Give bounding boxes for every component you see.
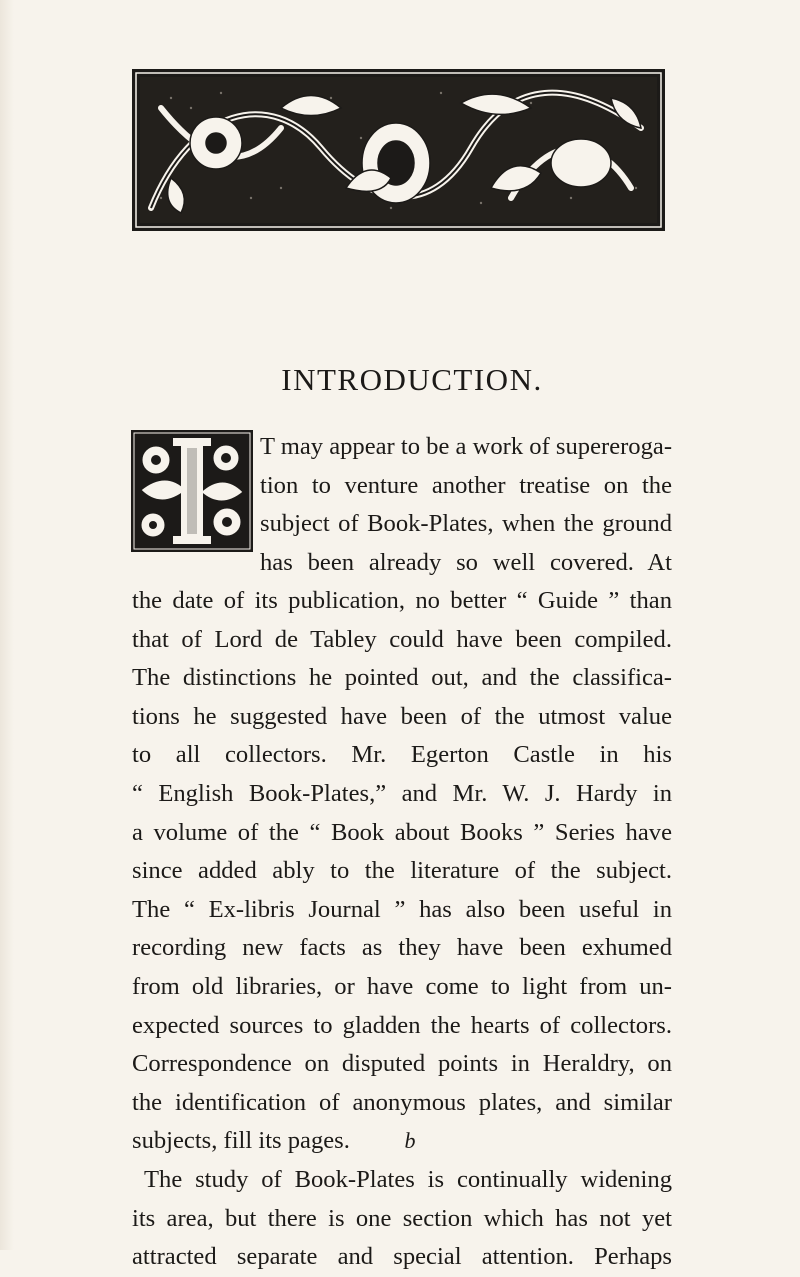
page-title: INTRODUCTION. (281, 362, 543, 397)
text-line: the identification of anonymous plates, and similar (132, 1088, 672, 1116)
text-line: tion to venture another treatise on the (260, 471, 672, 499)
text-line: that of Lord de Tabley could have been compiled. (132, 625, 672, 653)
text-line: has been already so well covered. At (260, 548, 672, 576)
text-line: expected sources to gladden the hearts of collectors. (132, 1011, 672, 1039)
text-line: since added ably to the literature of the subject. (132, 857, 672, 885)
text-line: subject of Book-Plates, when the ground (260, 510, 672, 538)
text-line: T may appear to be a work of supereroga- (260, 433, 672, 460)
text-line: “ English Book-Plates,” and Mr. W. J. Hardy in (132, 779, 672, 807)
floral-headpiece-ornament (131, 68, 666, 232)
text-line: recording new facts as they have been exhumed (132, 934, 672, 962)
ornamental-initial-I (131, 430, 253, 552)
signature-mark: b (404, 1128, 416, 1153)
text-line: subjects, fill its pages. (132, 1127, 350, 1155)
text-line: attracted separate and special attention. Perhaps (132, 1243, 672, 1271)
text-line: The “ Ex-libris Journal ” has also been useful in (132, 895, 672, 923)
text-line: Correspondence on disputed points in Heraldry, on (132, 1050, 672, 1078)
text-line: to all collectors. Mr. Egerton Castle in his (132, 741, 672, 769)
text-line: from old libraries, or have come to light from un- (132, 972, 672, 1000)
text-line: the date of its publication, no better “ Guide ” than (132, 587, 672, 614)
text-line: The distinctions he pointed out, and the classifica- (132, 664, 672, 692)
page-edge-shadow (0, 0, 14, 1250)
text-line: The study of Book-Plates is continually widening (144, 1165, 672, 1193)
text-line: tions he suggested have been of the utmost value (132, 702, 672, 730)
text-line: its area, but there is one section which has not yet (132, 1204, 672, 1232)
text-line: a volume of the “ Book about Books ” Series have (132, 818, 672, 846)
intro-opening-lines (260, 428, 672, 582)
intro-body-text (132, 582, 672, 1277)
